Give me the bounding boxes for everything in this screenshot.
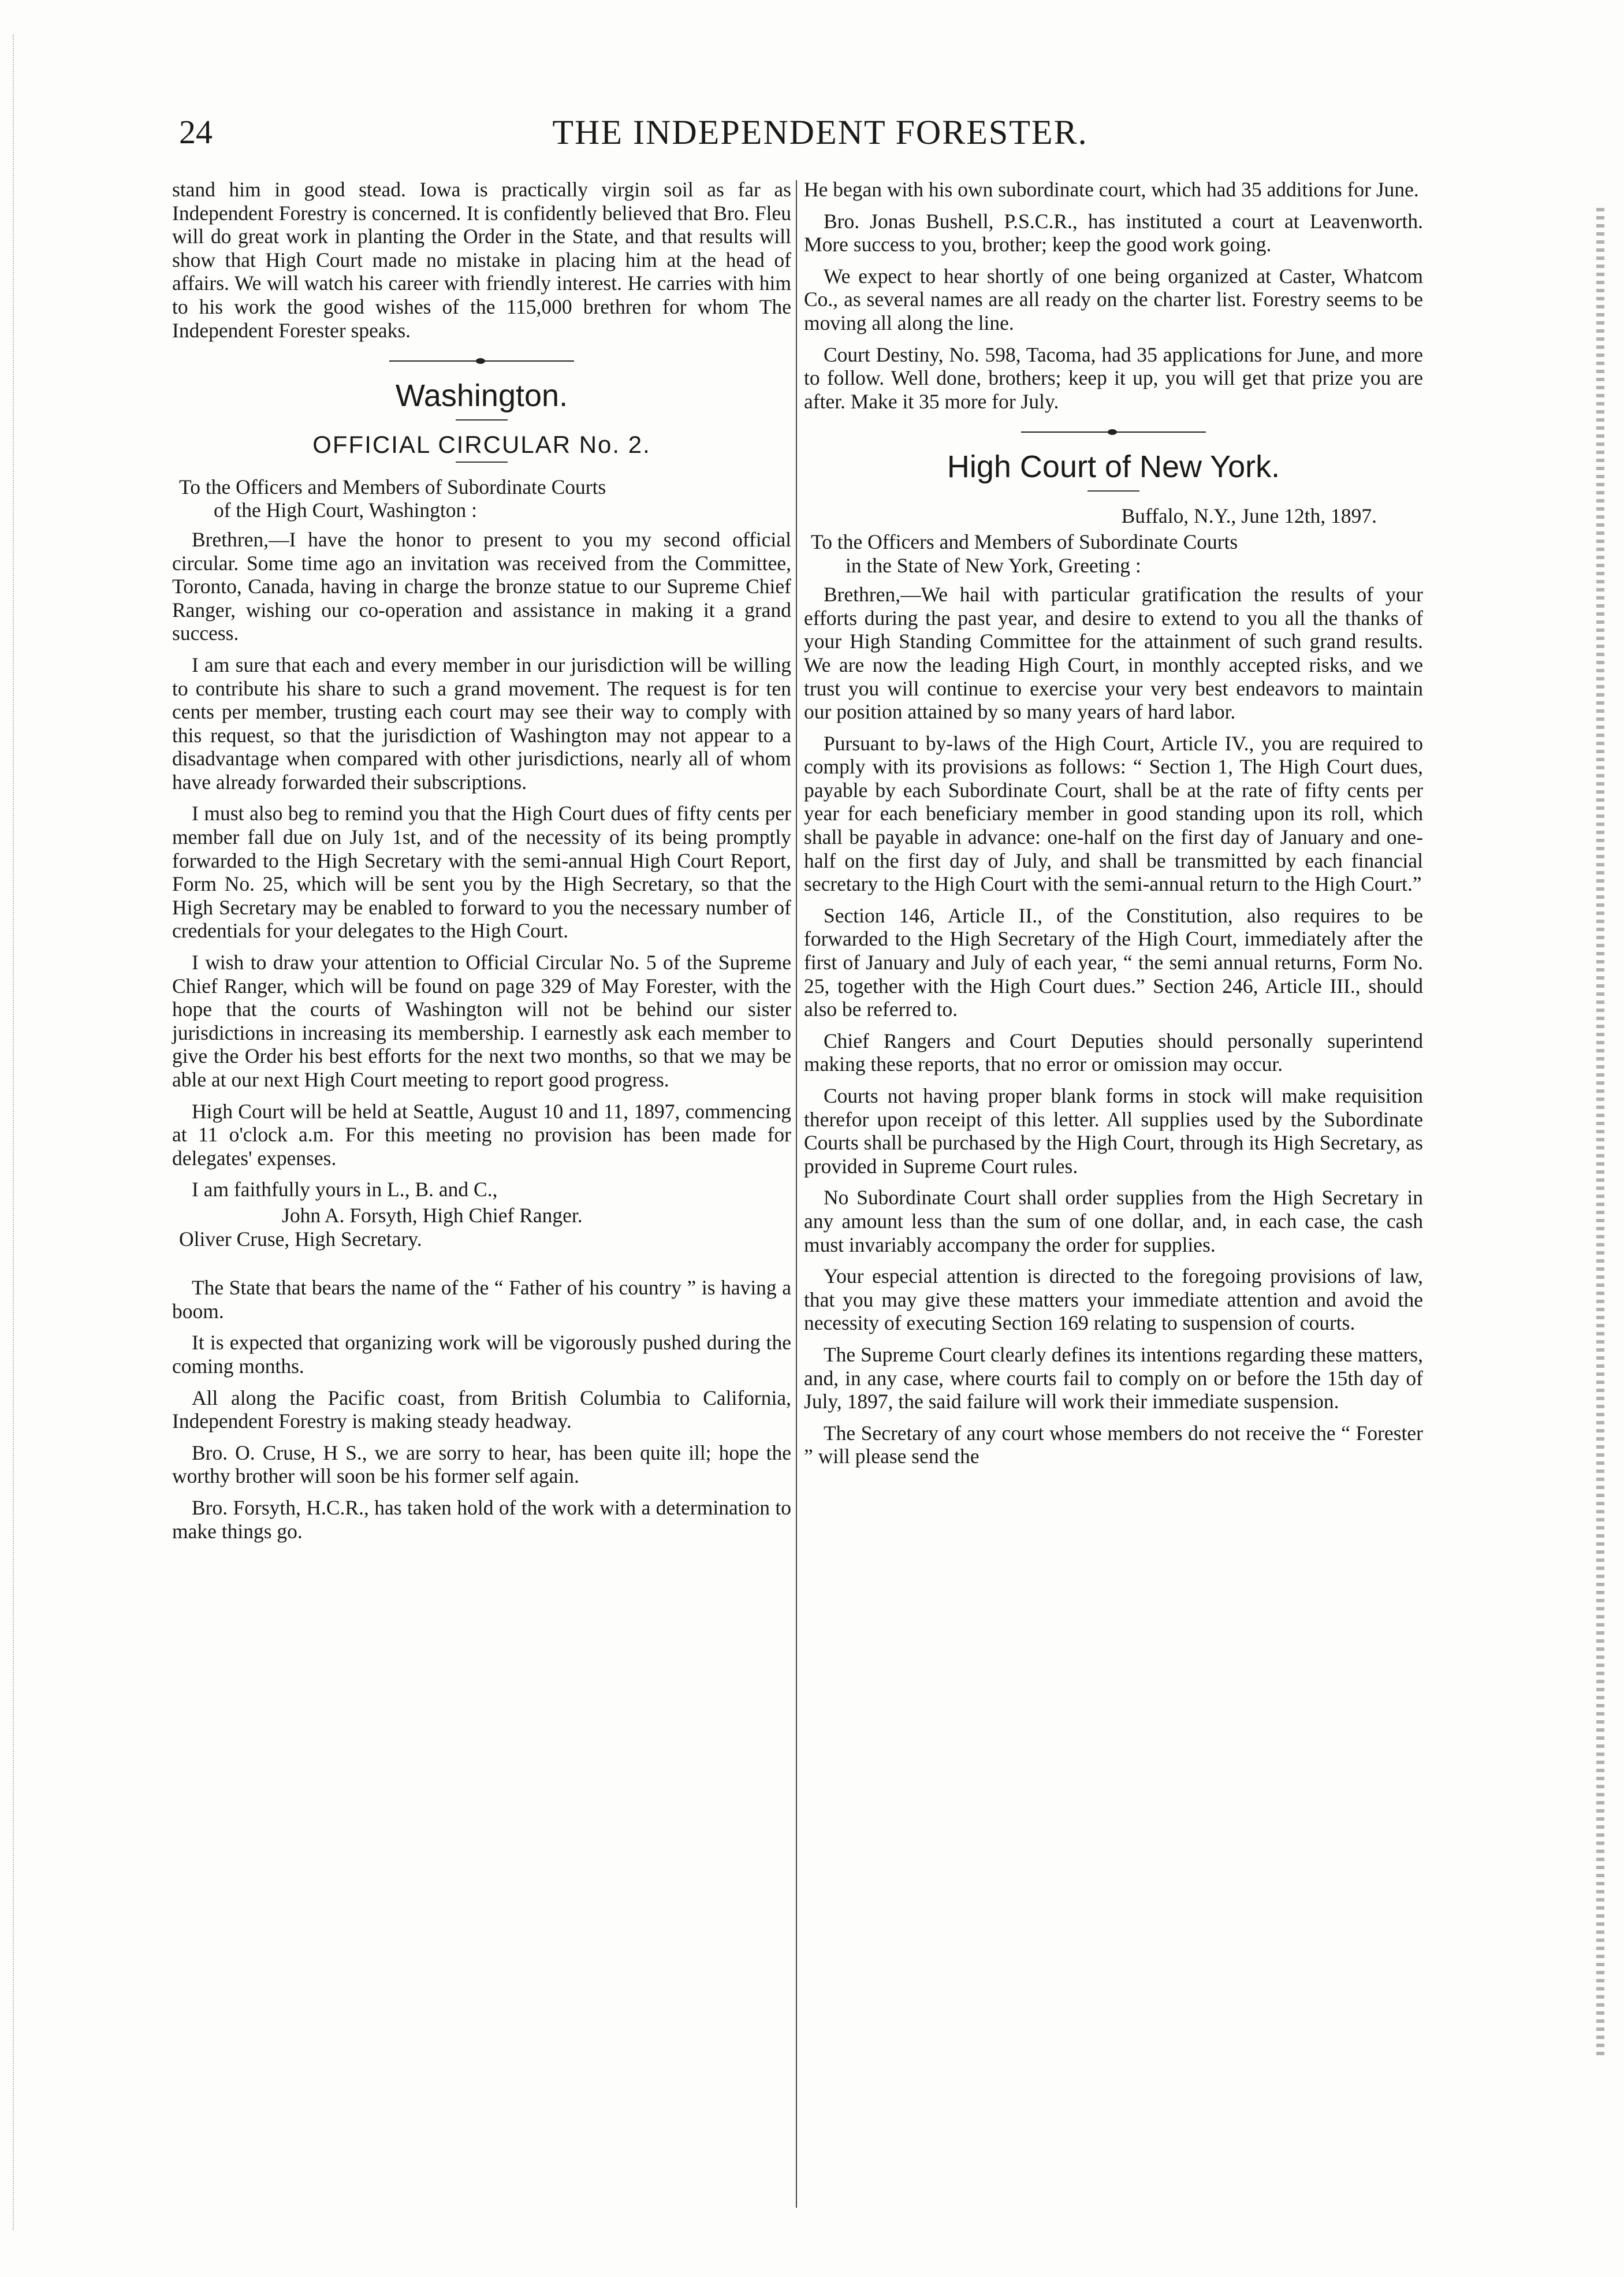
signature-chief-ranger: John A. Forsyth, High Chief Ranger. <box>282 1203 583 1227</box>
divider <box>456 419 508 421</box>
paragraph: It is expected that organizing work will be vigorously pushed during the coming months. <box>172 1331 791 1378</box>
paragraph: Bro. Forsyth, H.C.R., has taken hold of the work with a determination to make things go. <box>172 1495 791 1543</box>
paragraph: stand him in good stead. Iowa is practically virgin soil as far as Independent Forestry is concerned. It is confidently believed that Bro. Fleu will do great work in planting the Order in the State, and that results will show that High Court made no mistake in placing him at the head of affairs. We will watch his career with friendly interest. He carries with him to his work the good wishes of the 115,000 brethren for whom The Independent Forester speaks. <box>172 178 791 342</box>
paragraph: The Secretary of any court whose members do not receive the “ Forester ” will please send the <box>804 1421 1423 1468</box>
ornamental-rule <box>1021 429 1206 435</box>
paragraph: Pursuant to by-laws of the High Court, Article IV., you are required to comply with its provisions as follows: “ Section 1, The High Court dues, payable by each Subordinate Court, shall be at the rate of fifty cents per year for each beneficiary member in good standing upon its roll, which shall be payable in advance: one-half on the first day of January and one-half on the first day of July, and shall be transmitted by each financial secretary to the High Court with the semi-annual return to the High Court.” <box>804 731 1423 896</box>
paragraph: I am sure that each and every member in our jurisdiction will be willing to contribute his share to such a grand movement. The request is for ten cents per member, trusting each court may see their way to comply with this request, so that the jurisdiction of Washington may not appear to a disadvantage when compared with other jurisdictions, nearly all of whom have already forwarded their subscriptions. <box>172 653 791 794</box>
paragraph: All along the Pacific coast, from British Columbia to California, Independent Forestry is making steady headway. <box>172 1386 791 1433</box>
paragraph: The State that bears the name of the “ Father of his country ” is having a boom. <box>172 1276 791 1323</box>
paragraph: We expect to hear shortly of one being organized at Caster, Whatcom Co., as several names are all ready on the charter list. Forestry seems to be moving all along the line. <box>804 264 1423 334</box>
address-line: in the State of New York, Greeting : <box>845 553 1141 577</box>
paragraph: I wish to draw your attention to Official Circular No. 5 of the Supreme Chief Ranger, which will be found on page 329 of May Forester, with the hope that the courts of Washington will not be behind our sister jurisdictions in increasing its membership. I earnestly ask each member to give the Order his best efforts for the next two months, so that we may be able at our next High Court meeting to report good progress. <box>172 951 791 1091</box>
scan-left-edge <box>0 35 14 2230</box>
paragraph: Your especial attention is directed to the foregoing provisions of law, that you may give these matters your immediate attention and avoid the necessity of executing Section 169 relating to suspension of courts. <box>804 1264 1423 1335</box>
circular-heading: OFFICIAL CIRCULAR No. 2. <box>312 431 651 459</box>
section-heading-new-york: High Court of New York. <box>947 449 1280 485</box>
address-line: To the Officers and Members of Subordinate Courts <box>179 475 606 498</box>
paragraph: Section 146, Article II., of the Constitution, also requires to be forwarded to the High Secretary of the High Court, immediately after the first of January and July of each year, “ the semi annual returns, Form No. 25, together with the High Court dues.” Section 246, Article III., should also be referred to. <box>804 903 1423 1021</box>
paragraph: Bro. O. Cruse, H S., we are sorry to hear, has been quite ill; hope the worthy brother will soon be his former self again. <box>172 1441 791 1488</box>
circular-address <box>172 475 791 522</box>
address-line: To the Officers and Members of Subordinate Courts <box>811 530 1238 553</box>
right-column <box>804 178 1423 1476</box>
paragraph: Brethren,—We hail with particular gratification the results of your efforts during the past year, and desire to extend to you all the thanks of your High Standing Committee for the attainment of such grand results. We are now the leading High Court, in monthly accepted risks, and we trust you will continue to exercise your very best endeavors to maintain our position attained by so many years of hard labor. <box>804 583 1423 724</box>
closing-line: I am faithfully yours in L., B. and C., <box>192 1178 498 1201</box>
paragraph: The Supreme Court clearly defines its intentions regarding these matters, and, in any case, where courts fail to comply on or before the 15th day of July, 1897, the said failure will work their immediate suspension. <box>804 1342 1423 1413</box>
divider <box>1087 490 1139 492</box>
left-column <box>172 178 791 1551</box>
page-number: 24 <box>179 113 213 151</box>
paragraph: No Subordinate Court shall order supplies from the High Secretary in any amount less than the sum of one dollar, and, in each case, the cash must invariably accompany the order for supplies. <box>804 1186 1423 1256</box>
running-title: THE INDEPENDENT FORESTER. <box>552 113 1088 151</box>
page-header <box>179 113 1369 159</box>
scan-right-edge <box>1596 208 1604 2056</box>
spacer <box>172 1261 791 1276</box>
paragraph: Courts not having proper blank forms in stock will make requisition therefor upon receipt of this letter. All supplies used by the Subordinate Courts shall be purchased by the High Court, through its High Secretary, as provided in Supreme Court rules. <box>804 1084 1423 1178</box>
divider <box>456 462 508 463</box>
paragraph: High Court will be held at Seattle, August 10 and 11, 1897, commencing at 11 o'clock a.m. For this meeting no provision has been made for delegates' expenses. <box>172 1099 791 1170</box>
ornamental-rule <box>389 358 574 364</box>
address-line: of the High Court, Washington : <box>214 498 477 522</box>
paragraph: Court Destiny, No. 598, Tacoma, had 35 applications for June, and more to follow. Well done, brothers; keep it up, you will get that prize you are after. Make it 35 more for July. <box>804 343 1423 413</box>
dateline: Buffalo, N.Y., June 12th, 1897. <box>1121 504 1377 528</box>
column-rule <box>796 180 797 2208</box>
paragraph: Chief Rangers and Court Deputies should personally superintend making these reports, that no error or omission may occur. <box>804 1029 1423 1076</box>
paragraph: I must also beg to remind you that the High Court dues of fifty cents per member fall due on July 1st, and of the necessity of its being promptly forwarded to the High Secretary with the semi-annual High Court Report, Form No. 25, which will be sent you by the High Secretary, so that the High Secretary may be enabled to forward to you the necessary number of credentials for your delegates to the High Court. <box>172 802 791 943</box>
circular-address <box>804 530 1423 577</box>
section-heading-washington: Washington. <box>395 378 568 414</box>
paragraph: He began with his own subordinate court, which had 35 additions for June. <box>804 178 1419 201</box>
paragraph: Brethren,—I have the honor to present to you my second official circular. Some time ago an invitation was received from the Committee, Toronto, Canada, having in charge the bronze statue to our Supreme Chief Ranger, wishing our co-operation and assistance in making it a grand success. <box>172 527 791 645</box>
signature-secretary: Oliver Cruse, High Secretary. <box>179 1227 422 1251</box>
paragraph: Bro. Jonas Bushell, P.S.C.R., has instituted a court at Leavenworth. More success to you, brother; keep the good work going. <box>804 209 1423 256</box>
